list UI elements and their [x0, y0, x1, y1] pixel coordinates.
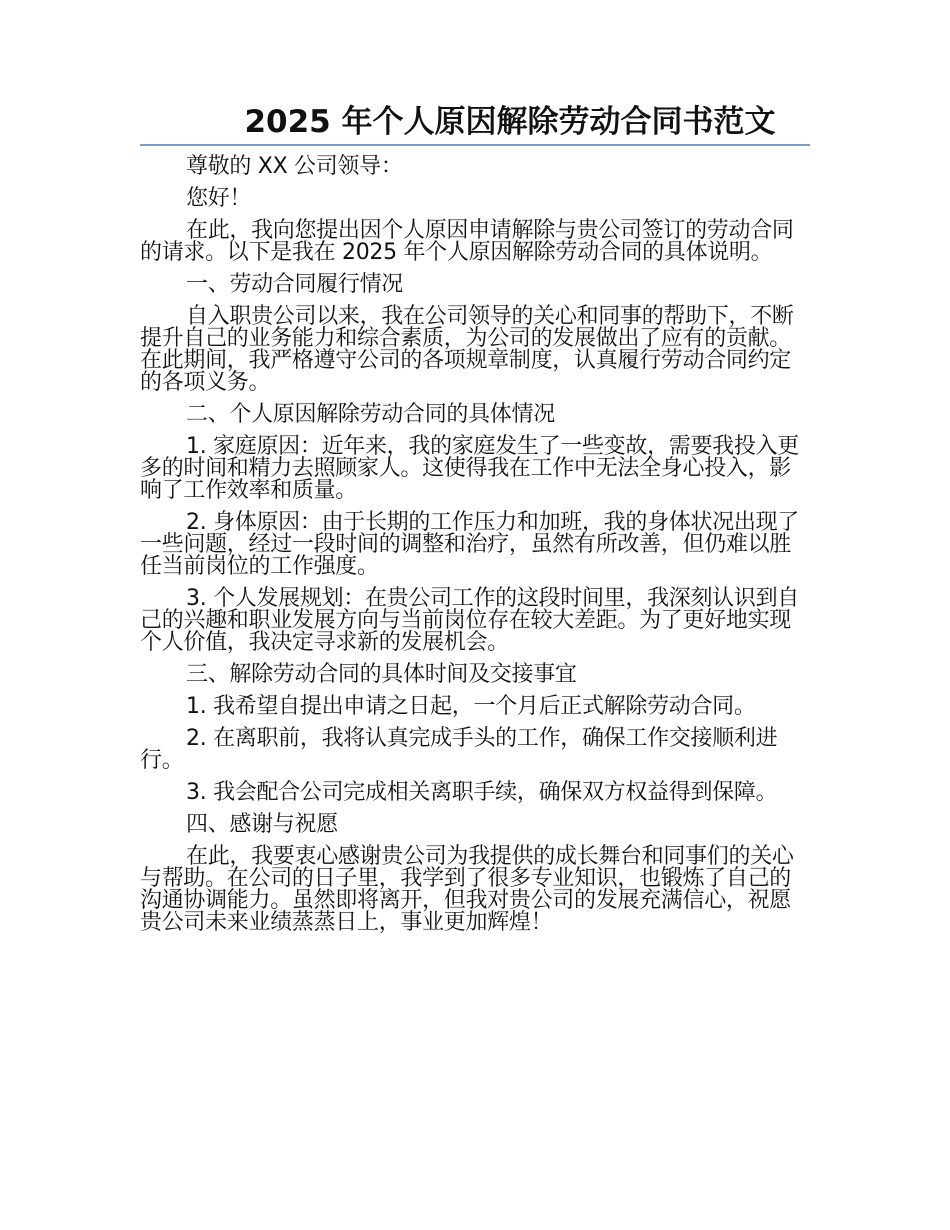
document-page — [140, 100, 810, 944]
intro-paragraph: 在此，我向您提出因个人原因申请解除与贵公司签订的劳动合同的请求。以下是我在 2025 年个人原因解除劳动合同的具体说明。 — [140, 218, 794, 265]
handover-item-3: 3. 我会配合公司完成相关离职手续，确保双方权益得到保障。 — [186, 780, 778, 805]
reason-career: 3. 个人发展规划：在贵公司工作的这段时间里，我深刻认识到自己的兴趣和职业发展方向与当前岗位存在较大差距。为了更好地实现个人价值，我决定寻求新的发展机会。 — [140, 586, 799, 655]
reason-health: 2. 身体原因：由于长期的工作压力和加班，我的身体状况出现了一些问题，经过一段时间的调整和治疗，虽然有所改善，但仍难以胜任当前岗位的工作强度。 — [140, 510, 799, 579]
contract-performance-paragraph: 自入职贵公司以来，我在公司领导的关心和同事的帮助下，不断提升自己的业务能力和综合素质，为公司的发展做出了应有的贡献。在此期间，我严格遵守公司的各项规章制度，认真履行劳动合同约定的各项义务。 — [140, 304, 794, 395]
thanks-paragraph: 在此，我要衷心感谢贵公司为我提供的成长舞台和同事们的关心与帮助。在公司的日子里，我学到了很多专业知识，也锻炼了自己的沟通协调能力。虽然即将离开，但我对贵公司的发展充满信心，祝愿贵公司未来业绩蒸蒸日上，事业更加辉煌！ — [140, 844, 794, 935]
document-title: 2025 年个人原因解除劳动合同书范文 — [244, 104, 776, 140]
section-heading-3: 三、解除劳动合同的具体时间及交接事宜 — [186, 662, 577, 687]
handover-item-2: 2. 在离职前，我将认真完成手头的工作，确保工作交接顺利进行。 — [140, 726, 778, 773]
reason-family: 1. 家庭原因：近年来，我的家庭发生了一些变故，需要我投入更多的时间和精力去照顾家人。这使得我在工作中无法全身心投入，影响了工作效率和质量。 — [140, 434, 799, 503]
section-heading-1: 一、劳动合同履行情况 — [186, 272, 404, 297]
greeting: 您好！ — [186, 186, 252, 211]
handover-item-1: 1. 我希望自提出申请之日起，一个月后正式解除劳动合同。 — [186, 694, 756, 719]
section-heading-2: 二、个人原因解除劳动合同的具体情况 — [186, 402, 555, 427]
title-underline — [140, 144, 810, 146]
section-heading-4: 四、感谢与祝愿 — [186, 812, 338, 837]
salutation: 尊敬的 XX 公司领导： — [186, 154, 403, 179]
